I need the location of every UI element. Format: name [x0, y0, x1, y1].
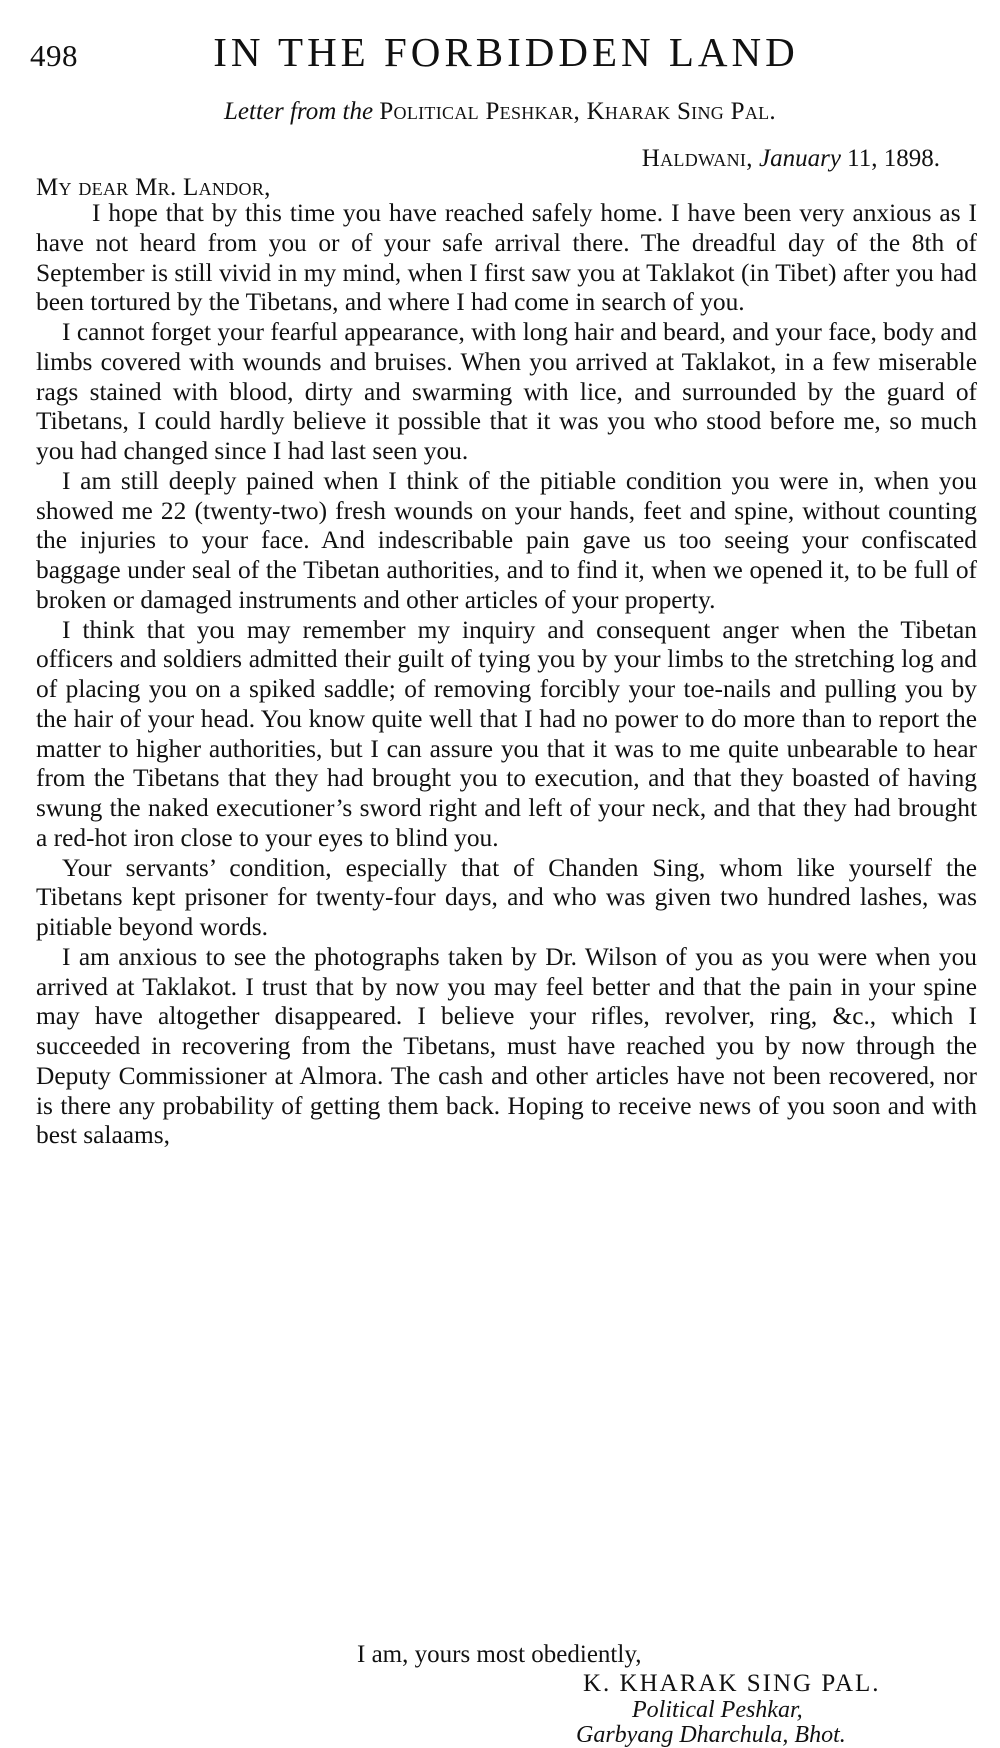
- signature-name: K. KHARAK SING PAL.: [583, 1670, 881, 1697]
- letter-heading: [0, 98, 1000, 126]
- paragraph: I hope that by this time you have reached safely home. I have been very anxious as I have not heard from you or of your safe arrival there. The dreadful day of the 8th of September is still vivid in my mind, when I first saw you at Taklakot (in Tibet) after you had been tortured by the Tibetans, and where I had come in search of you.: [36, 199, 977, 317]
- paragraph: Your servants’ condition, especially that of Chanden Sing, whom like yourself the Tibetans kept prisoner for twenty-four days, and who was given two hundred lashes, was pitiable beyond words.: [36, 853, 977, 941]
- signature-title: Political Peshkar,: [632, 1697, 803, 1723]
- dateline-month: January: [759, 145, 841, 172]
- letter-body: [36, 199, 977, 1151]
- paragraph: I am anxious to see the photographs taken by Dr. Wilson of you as you were when you arrived at Taklakot. I trust that by now you may feel better and that the pain in your spine may have altogether disappeared. I believe your rifles, revolver, ring, &c., which I succeeded in recovering from the Tibetans, must have reached you by now through the Deputy Commissioner at Almora. The cash and other articles have not been recovered, nor is there any probability of getting them back. Hoping to receive news of you soon and with best salaams,: [36, 942, 977, 1150]
- letter-heading-italic: Letter from the: [224, 98, 374, 125]
- running-title: IN THE FORBIDDEN LAND: [213, 29, 799, 75]
- paragraph: I am still deeply pained when I think of the pitiable condition you were in, when you showed me 22 (twenty-two) fresh wounds on your hands, feet and spine, without counting the injuries to your face. And indescribable pain gave us too seeing your confiscated baggage under seal of the Tibetan authorities, and to find it, when we opened it, to be full of broken or damaged instruments and other articles of your property.: [36, 466, 977, 614]
- salutation: My dear Mr. Landor,: [36, 174, 271, 201]
- letter-closing: I am, yours most obediently,: [357, 1641, 642, 1668]
- signature-place: Garbyang Dharchula, Bhot.: [576, 1722, 846, 1748]
- page-header: [30, 28, 970, 84]
- letter-dateline: [0, 145, 940, 173]
- dateline-rest: 11, 1898.: [847, 145, 940, 172]
- dateline-place: Haldwani,: [641, 145, 753, 172]
- page-number: 498: [30, 38, 78, 73]
- paragraph: I cannot forget your fearful appearance, with long hair and beard, and your face, body and limbs covered with wounds and bruises. When you arrived at Taklakot, in a few miserable rags stained with blood, dirty and swarming with lice, and surrounded by the guard of Tibetans, I could hardly believe it possible that it was you who stood before me, so much you had changed since I had last seen you.: [36, 318, 977, 465]
- letter-heading-sender: Political Peshkar, Kharak Sing Pal.: [379, 98, 776, 125]
- paragraph: I think that you may remember my inquiry and consequent anger when the Tibetan officers and soldiers admitted their guilt of tying you by your limbs to the stretching log and of placing you on a spiked saddle; of removing forcibly your toe-nails and pulling you by the hair of your head. You know quite well that I had no power to do more than to report the matter to higher authorities, but I can assure you that it was to me quite unbearable to hear from the Tibetans that they had brought you to execution, and that they boasted of having swung the naked executioner’s sword right and left of your neck, and that they had brought a red-hot iron close to your eyes to blind you.: [36, 615, 977, 852]
